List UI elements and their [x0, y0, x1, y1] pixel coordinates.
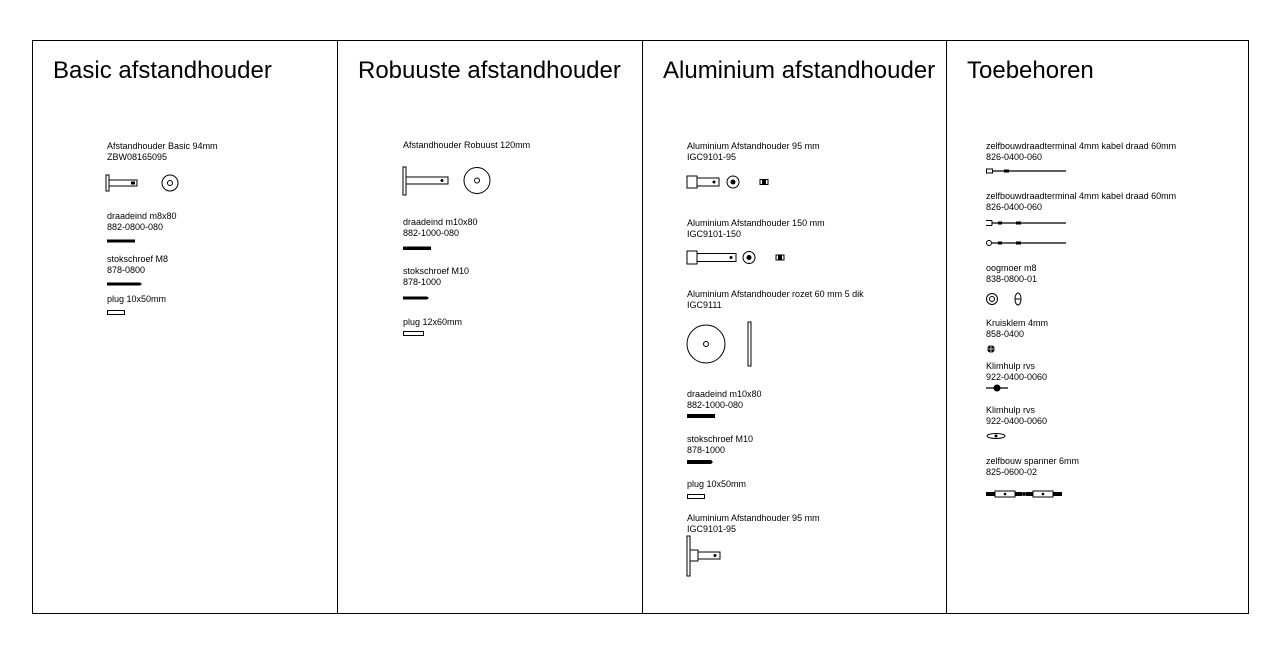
- column-title: Robuuste afstandhouder: [358, 57, 621, 84]
- aluminium-spacer-side-icon: [686, 535, 726, 579]
- eye-nut-icon: [986, 292, 1026, 306]
- catalog-frame: [32, 40, 1249, 614]
- part-code: 825-0600-02: [986, 467, 1038, 477]
- part-name: Afstandhouder Basic 94mm: [107, 141, 218, 151]
- part-name: Klimhulp rvs: [986, 361, 1036, 371]
- cross-clamp-icon: [986, 344, 996, 354]
- part-label: [687, 289, 864, 311]
- stud-bolt-icon: [687, 459, 719, 465]
- part-code: 878-0800: [107, 265, 146, 275]
- column-robuust: [337, 41, 642, 613]
- part-name: Aluminium Afstandhouder 95 mm: [687, 513, 820, 523]
- part-label: [986, 456, 1079, 478]
- wall-plug-icon: [107, 309, 131, 317]
- part-label: [687, 389, 762, 411]
- stud-bolt-icon: [107, 281, 147, 287]
- part-code: IGC9101-150: [687, 229, 742, 239]
- part-name: plug 12x60mm: [403, 317, 463, 327]
- wire-terminal-fork-icon: [986, 219, 1068, 227]
- aluminium-spacer-95-icon: [686, 173, 776, 191]
- part-label: [986, 405, 1047, 427]
- wire-terminal-eye-icon: [986, 239, 1068, 247]
- part-label: [986, 361, 1047, 383]
- spacer-basic-icon: [105, 173, 185, 193]
- part-name: Aluminium Afstandhouder 95 mm: [687, 141, 820, 151]
- aluminium-spacer-150-icon: [686, 248, 796, 268]
- part-name: plug 10x50mm: [687, 479, 747, 489]
- part-label: [107, 211, 177, 233]
- part-code: 922-0400-0060: [986, 416, 1048, 426]
- part-code: IGC9101-95: [687, 152, 737, 162]
- part-name: draadeind m10x80: [687, 389, 762, 399]
- part-name: zelfbouw spanner 6mm: [986, 456, 1080, 466]
- part-code: 838-0800-01: [986, 274, 1038, 284]
- part-label: [107, 254, 168, 276]
- part-label: [687, 479, 746, 490]
- part-name: stokschroef M10: [687, 434, 754, 444]
- part-label: [403, 217, 478, 239]
- column-aluminium: [642, 41, 946, 613]
- part-code: 882-1000-080: [403, 228, 460, 238]
- part-label: [687, 434, 753, 456]
- part-name: zelfbouwdraadterminal 4mm kabel draad 60mm: [986, 191, 1177, 201]
- part-name: Afstandhouder Robuust 120mm: [403, 140, 531, 150]
- part-code: IGC9111: [687, 300, 722, 310]
- part-name: stokschroef M8: [107, 254, 169, 264]
- turnbuckle-icon: [986, 489, 1064, 499]
- part-label: [107, 141, 218, 163]
- wall-plug-icon: [403, 330, 427, 338]
- part-name: oogmoer m8: [986, 263, 1037, 273]
- part-name: zelfbouwdraadterminal 4mm kabel draad 60mm: [986, 141, 1177, 151]
- rosette-icon: [686, 321, 776, 371]
- part-code: 882-1000-080: [687, 400, 744, 410]
- part-name: draadeind m10x80: [403, 217, 478, 227]
- column-toebehoren: [946, 41, 1248, 613]
- climbing-aid-icon: [986, 431, 1008, 441]
- part-code: IGC9101-95: [687, 524, 737, 534]
- part-code: 878-1000: [687, 445, 726, 455]
- threaded-rod-icon: [687, 413, 719, 419]
- part-label: [403, 140, 530, 151]
- part-label: [107, 294, 166, 305]
- climbing-aid-icon: [986, 382, 1012, 394]
- part-code: 858-0400: [986, 329, 1025, 339]
- part-name: Aluminium Afstandhouder 150 mm: [687, 218, 825, 228]
- part-name: plug 10x50mm: [107, 294, 167, 304]
- column-title: Toebehoren: [967, 57, 1094, 84]
- part-label: [687, 218, 825, 240]
- part-code: ZBW08165095: [107, 152, 168, 162]
- part-label: [403, 266, 469, 288]
- part-label: [986, 191, 1176, 213]
- part-code: 922-0400-0060: [986, 372, 1048, 382]
- part-name: draadeind m8x80: [107, 211, 177, 221]
- spacer-robuust-icon: [401, 165, 491, 197]
- part-name: stokschroef M10: [403, 266, 470, 276]
- part-code: 826-0400-060: [986, 202, 1043, 212]
- part-label: [403, 317, 462, 328]
- part-code: 882-0800-080: [107, 222, 164, 232]
- column-basic: [33, 41, 337, 613]
- part-name: Aluminium Afstandhouder rozet 60 mm 5 dik: [687, 289, 864, 299]
- part-label: [687, 513, 820, 535]
- part-label: [986, 141, 1176, 163]
- wall-plug-icon: [687, 493, 711, 501]
- part-label: [687, 141, 820, 163]
- column-title: Basic afstandhouder: [53, 57, 272, 84]
- part-label: [986, 263, 1037, 285]
- part-label: [986, 318, 1048, 340]
- threaded-rod-icon: [107, 238, 137, 244]
- stud-bolt-icon: [403, 295, 435, 301]
- part-code: 878-1000: [403, 277, 442, 287]
- part-name: Klimhulp rvs: [986, 405, 1036, 415]
- part-code: 826-0400-060: [986, 152, 1043, 162]
- wire-terminal-icon: [986, 167, 1068, 175]
- threaded-rod-icon: [403, 245, 435, 251]
- column-title: Aluminium afstandhouder: [663, 57, 936, 84]
- part-name: Kruisklem 4mm: [986, 318, 1049, 328]
